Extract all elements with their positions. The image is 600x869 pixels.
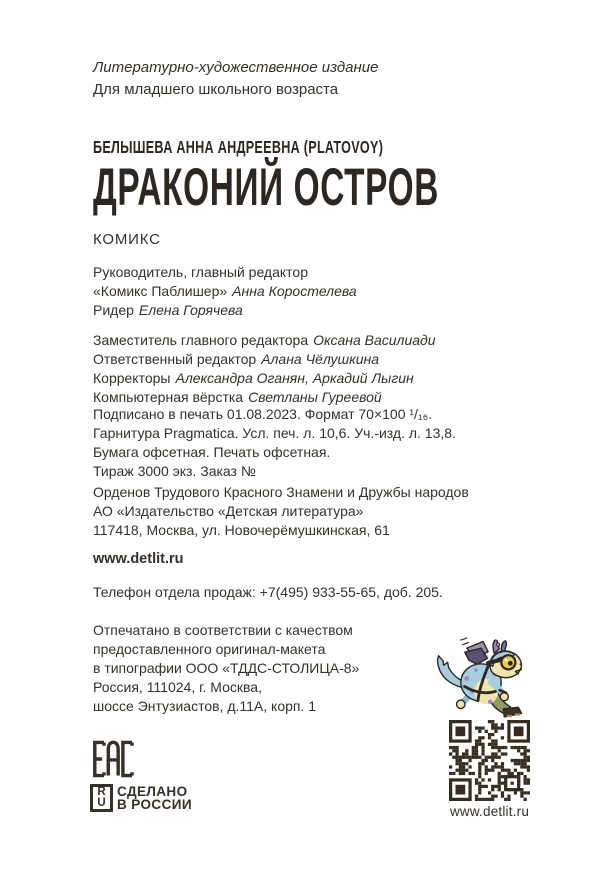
printing-house-block bbox=[93, 621, 359, 716]
imprint-block bbox=[93, 405, 456, 481]
ru-box-bottom: U bbox=[97, 797, 106, 809]
qr-caption: www.detlit.ru bbox=[449, 804, 530, 819]
credit-name: Александра Оганян, Аркадий Лыгин bbox=[175, 370, 414, 386]
credit-role: Руководитель, главный редактор bbox=[93, 264, 308, 280]
imprint-line: Бумага офсетная. Печать офсетная. bbox=[93, 444, 331, 460]
genre-label: КОМИКС bbox=[93, 231, 161, 248]
imprint-line: Подписано в печать 01.08.2023. Формат 70×100 ¹/₁₆. bbox=[93, 406, 433, 422]
qr-code bbox=[449, 720, 530, 806]
credit-name: Алана Чёлушкина bbox=[261, 351, 380, 367]
imprint-line: Тираж 3000 экз. Заказ № bbox=[93, 463, 256, 479]
credit-name: Оксана Василиади bbox=[313, 332, 436, 348]
publisher-line: АО «Издательство «Детская литература» bbox=[93, 503, 364, 519]
credit-role: Ридер bbox=[93, 302, 134, 318]
publisher-block bbox=[93, 483, 469, 540]
edition-info bbox=[93, 57, 378, 100]
made-in-russia-line1: СДЕЛАНО bbox=[117, 783, 188, 799]
edition-type-line: Литературно-художественное издание bbox=[93, 59, 379, 76]
credit-role: Компьютерная вёрстка bbox=[93, 389, 244, 405]
dragon-mascot-icon bbox=[430, 636, 532, 727]
author-line: БЕЛЫШЕВА АННА АНДРЕЕВНА (PLATOVOY) bbox=[93, 137, 384, 157]
credit-row bbox=[93, 331, 436, 350]
audience-line: Для младшего школьного возраста bbox=[93, 80, 339, 98]
ru-box-top: R bbox=[97, 786, 106, 798]
made-in-russia-line2: В РОССИИ bbox=[117, 797, 192, 812]
publisher-line: 117418, Москва, ул. Новочерёмушкинская, 61 bbox=[93, 522, 390, 538]
credit-role: «Комикс Паблишер» bbox=[93, 283, 228, 299]
credit-row bbox=[93, 369, 436, 388]
printing-line: Россия, 111024, г. Москва, bbox=[93, 679, 262, 695]
credit-row bbox=[93, 282, 357, 301]
printing-line: в типографии ООО «ТДДС-СТОЛИЦА-8» bbox=[93, 660, 360, 676]
credit-row bbox=[93, 350, 436, 369]
printing-line: Отпечатано в соответствии с качеством bbox=[93, 622, 353, 638]
book-title: ДРАКОНИЙ ОСТРОВ bbox=[93, 158, 439, 217]
imprint-line: Гарнитура Pragmatica. Усл. печ. л. 10,6. Уч.-изд. л. 13,8. bbox=[93, 425, 456, 441]
credit-row bbox=[93, 263, 357, 282]
made-in-russia-mark bbox=[90, 784, 192, 812]
credit-name: Елена Горячева bbox=[138, 302, 243, 318]
credit-role: Заместитель главного редактора bbox=[93, 332, 309, 348]
ru-box-icon bbox=[90, 784, 113, 812]
credit-role: Ответственный редактор bbox=[93, 351, 257, 367]
printing-line: предоставленного оригинал-макета bbox=[93, 641, 326, 657]
credits-block-1 bbox=[93, 263, 357, 320]
printing-line: шоссе Энтузиастов, д.11А, корп. 1 bbox=[93, 698, 317, 714]
made-in-russia-text bbox=[117, 784, 192, 812]
sales-phone-line: Телефон отдела продаж: +7(495) 933-55-65, доб. 205. bbox=[93, 584, 443, 600]
credits-block-2 bbox=[93, 331, 436, 407]
credit-role: Корректоры bbox=[93, 370, 171, 386]
publisher-website: www.detlit.ru bbox=[93, 551, 184, 567]
credit-name: Анна Коростелева bbox=[232, 283, 357, 299]
eac-mark-icon bbox=[90, 740, 137, 783]
credit-name: Светланы Гуреевой bbox=[248, 389, 382, 405]
publisher-line: Орденов Трудового Красного Знамени и Дружбы народов bbox=[93, 484, 469, 500]
credit-row bbox=[93, 301, 357, 320]
